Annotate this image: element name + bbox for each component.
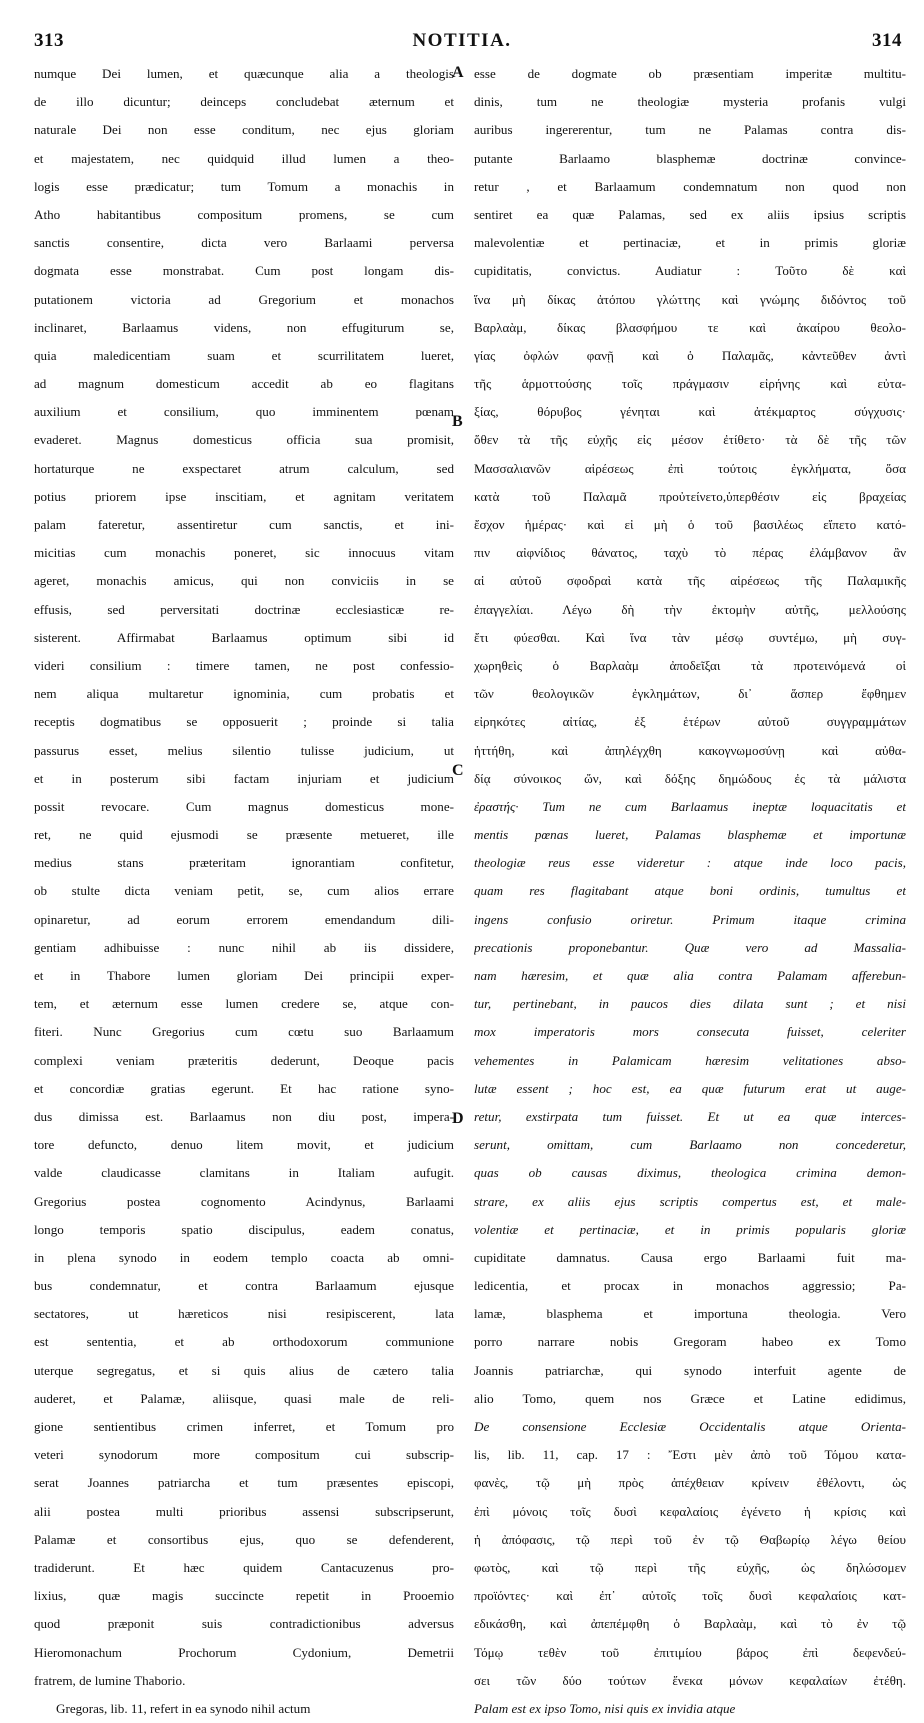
text-line: fiteri. Nunc Gregorius cum cœtu suo Barlaamum bbox=[34, 1024, 454, 1040]
text-line: videri consilium : timere tamen, ne post confessio- bbox=[34, 657, 454, 673]
margin-letter-d: D bbox=[452, 1110, 464, 1127]
text-line: gione sentientibus crimen inferret, et Tomum pro bbox=[34, 1419, 454, 1434]
text-line: in plena synodo in eodem templo coacta ab omni- bbox=[34, 1249, 454, 1265]
text-line: sanctis consentire, dicta vero Barlaami perversa bbox=[34, 235, 454, 251]
text-line: tradiderunt. Et hæc quidem Cantacuzenus pro- bbox=[34, 1559, 454, 1575]
text-line: potius priorem ipse inscitiam, et agnitam veritatem bbox=[34, 488, 454, 504]
text-line: strare, ex aliis ejus scriptis compertus est, et male- bbox=[474, 1193, 906, 1209]
text-line: passurus esset, melius silentio tulisse judicium, ut bbox=[34, 742, 454, 758]
text-line: δίᾳ σύνοικος ὤν, καὶ δόξης δημώδους ἐς τὰ μάλιστα bbox=[474, 770, 906, 786]
text-line: Τόμῳ τεθὲν τοῦ ἐπιτιμίου βάρος ἐπὶ δεφενδεύ- bbox=[474, 1644, 906, 1660]
text-line: sentiret ea quæ Palamas, sed ex aliis ipsius scriptis bbox=[474, 206, 906, 222]
text-line: ἡ ἀπόφασις, τῷ περὶ τοῦ ἐν τῷ Θαβωρίῳ λέγω θείου bbox=[474, 1531, 906, 1547]
text-line: naturale Dei non esse conditum, nec ejus gloriam bbox=[34, 122, 454, 138]
text-line: precationis proponebantur. Quæ vero ad Massalia- bbox=[474, 939, 906, 955]
text-line: ledicentia, et procax in monachos aggressio; Pa- bbox=[474, 1278, 906, 1294]
text-line: mox imperatoris mors consecuta fuisset, celeriter bbox=[474, 1024, 906, 1040]
text-line: retur , et Barlaamum condemnatum non quod non bbox=[474, 178, 906, 194]
text-line: fratrem, de lumine Thaborio. bbox=[34, 1672, 186, 1688]
text-line: quod præponit suis contradictionibus adversus bbox=[34, 1616, 454, 1632]
text-line: inclinaret, Barlaamus videns, non effugiturum se, bbox=[34, 319, 454, 335]
text-line: quas ob causas diximus, theologica crimina demon- bbox=[474, 1165, 906, 1181]
text-line: auribus ingererentur, tum ne Palamas contra dis- bbox=[474, 122, 906, 138]
text-line: χωρηθεὶς ὁ Βαρλαὰμ ἀποδεῖξαι τὰ προτεινόμενά οἱ bbox=[474, 657, 906, 673]
text-line: medius stans præteritam ignorantiam confitetur, bbox=[34, 855, 454, 871]
text-line: serat Joannes patriarcha et tum præsentes episcopi, bbox=[34, 1475, 454, 1491]
text-line: auxilium et consilium, quo imminentem pœnam bbox=[34, 404, 454, 420]
text-line: porro narrare nobis Gregoram habeo ex Tomo bbox=[474, 1334, 906, 1350]
text-line: est sententia, et ab orthodoxorum communione bbox=[34, 1334, 454, 1350]
text-line: ἐραστής· Tum ne cum Barlaamus ineptæ loquacitatis et bbox=[474, 798, 906, 814]
text-line: et in Thabore lumen gloriam Dei principii exper- bbox=[34, 968, 454, 983]
text-line: Atho habitantibus compositum promens, se cum bbox=[34, 206, 454, 222]
text-line: tore defuncto, denuo litem movit, et judicium bbox=[34, 1137, 454, 1153]
margin-letter-b: B bbox=[452, 413, 463, 430]
text-line: tur, pertinebant, in paucos dies dilata sunt ; et nisi bbox=[474, 996, 906, 1012]
text-line: nem aliqua multaretur ignominia, cum probatis et bbox=[34, 686, 454, 702]
text-line: veteri synodorum more compositum cui subscrip- bbox=[34, 1447, 454, 1463]
text-line: et concordiæ gratias egerunt. Et hac ratione syno- bbox=[34, 1080, 454, 1096]
text-line: Gregoras, lib. 11, refert in ea synodo nihil actum bbox=[56, 1700, 311, 1716]
text-line: vehementes in Palamicam hæresim velitationes abso- bbox=[474, 1052, 906, 1068]
text-line: numque Dei lumen, et quæcunque alia a theologis bbox=[34, 66, 454, 81]
text-line: Palamæ et consortibus ejus, quo se defenderent, bbox=[34, 1531, 454, 1547]
text-line: ἵνα μὴ δίκας ἀτόπου γλώττης καὶ γνώμης διδόντος τοῦ bbox=[474, 291, 906, 307]
text-line: lixius, quæ magis succincte repetit in Prooemio bbox=[34, 1588, 454, 1604]
text-line: ad magnum domesticum accedit ab eo flagitans bbox=[34, 376, 454, 392]
text-line: bus condemnatur, et contra Barlaamum ejusque bbox=[34, 1278, 454, 1294]
text-line: τῶν θεολογικῶν ἐγκλημάτων, δι᾽ ἅσπερ ἔφθημεν bbox=[474, 686, 906, 702]
text-line: opinaretur, ad eorum errorem emendandum dili- bbox=[34, 911, 454, 927]
text-line: effusis, sed perversitati doctrinæ ecclesiasticæ re- bbox=[34, 601, 454, 617]
text-line: valde claudicasse clamitans in Italiam aufugit. bbox=[34, 1165, 454, 1181]
text-line: de illo dicuntur; deinceps concludebat æternum et bbox=[34, 94, 454, 110]
text-line: palam fateretur, assentiretur cum sanctis, et ini- bbox=[34, 517, 454, 532]
text-line: malevolentiæ et pertinaciæ, et in primis gloriæ bbox=[474, 235, 906, 251]
text-line: κατὰ τοῦ Παλαμᾶ προὐτείνετο,ὑπερθέσιν εἰς βραχείας bbox=[474, 488, 906, 504]
text-line: theologiæ reus esse videretur : atque inde loco pacis, bbox=[474, 855, 906, 871]
text-line: evaderet. Magnus domesticus officia sua promisit, bbox=[34, 432, 454, 448]
text-line: ageret, monachis amicus, qui non conviciis in se bbox=[34, 573, 454, 589]
text-line: ἔτι φύεσθαι. Καὶ ἵνα τὰν μέσῳ συντέμω, μὴ συγ- bbox=[474, 629, 906, 645]
text-line: εἰρηκότες αἰτίας, ἐξ ἑτέρων αὐτοῦ συγγραμμάτων bbox=[474, 714, 906, 730]
text-line: dinis, tum ne theologiæ mysteria profanis vulgi bbox=[474, 94, 906, 110]
text-line: volentiæ et pertinaciæ, et in primis popularis gloriæ bbox=[474, 1221, 906, 1237]
text-line: αἱ αὐτοῦ σφοδραὶ κατὰ τῆς αἱρέσεως τῆς Παλαμικῆς bbox=[474, 573, 906, 589]
text-line: alii postea multi prioribus assensi subscripserunt, bbox=[34, 1503, 454, 1519]
text-line: ingens confusio oriretur. Primum itaque crimina bbox=[474, 911, 906, 927]
text-line: complexi veniam præteritis dederunt, Deoque pacis bbox=[34, 1052, 454, 1068]
text-line: ἔσχον ἡμέρας· καὶ εἰ μὴ ὁ τοῦ βασιλέως εἴπετο κατό- bbox=[474, 517, 906, 532]
text-line: lutæ essent ; hoc est, ea quæ futurum erat ut auge- bbox=[474, 1080, 906, 1096]
text-line: micitias cum monachis poneret, sic innocuus vitam bbox=[34, 545, 454, 561]
text-line: ἐπαγγελίαι. Λέγω δὴ τὴν ἐκτομὴν αὐτῆς, μελλούσης bbox=[474, 601, 906, 617]
margin-letter-c: C bbox=[452, 762, 464, 779]
text-line: ἐπὶ μόνοις τοῖς δυσὶ κεφαλαίοις ἐγένετο ἡ κρίσις καὶ bbox=[474, 1503, 906, 1519]
text-line: et majestatem, nec quidquid illud lumen a theo- bbox=[34, 150, 454, 166]
text-line: ἡττήθη, καὶ ἀπηλέγχθη κακογνωμοσύνῃ καὶ αὐθα- bbox=[474, 742, 906, 758]
text-line: hortaturque ne exspectaret atrum calculum, sed bbox=[34, 460, 454, 476]
text-line: tem, et æternum esse lumen credere se, atque con- bbox=[34, 996, 454, 1012]
text-line: φωτὸς, καὶ τῷ περὶ τῆς εὐχῆς, ὡς δηλώσομεν bbox=[474, 1559, 906, 1575]
text-line: lamæ, blasphema et importuna theologia. Vero bbox=[474, 1306, 906, 1322]
text-line: Joannis patriarchæ, qui synodo interfuit agente de bbox=[474, 1362, 906, 1378]
text-line: cupiditatis, convictus. Audiatur : Τοῦτο δὲ καὶ bbox=[474, 263, 906, 279]
text-line: quam res flagitabant atque boni ordinis, tumultus et bbox=[474, 883, 906, 899]
text-line: lis, lib. 11, cap. 17 : Ἔστι μὲν ἀπὸ τοῦ Τόμου κατα- bbox=[474, 1447, 906, 1463]
text-line: alio Tomo, quem nos Græce et Latine edidimus, bbox=[474, 1390, 906, 1406]
text-line: mentis pœnas lueret, Palamas blasphemæ et importunæ bbox=[474, 827, 906, 843]
text-line: et in posterum sibi factam injuriam et judicium bbox=[34, 770, 454, 786]
text-line: possit revocare. Cum magnus domesticus mone- bbox=[34, 798, 454, 814]
text-line: uterque segregatus, et si quis alius de cætero talia bbox=[34, 1362, 454, 1378]
text-line: ξίας, θόρυβος γένηται καὶ ἀτέκμαρτος σύγχυσις· bbox=[474, 404, 906, 420]
text-line: φανὲς, τῷ μὴ πρὸς ἀπέχθειαν κρίνειν ἐθέλοντι, ὡς bbox=[474, 1475, 906, 1491]
text-line: logis esse prædicatur; tum Tomum a monachis in bbox=[34, 178, 454, 194]
text-line: πιν αἰφνίδιος θάνατος, ταχὺ τὸ πέρας ἐλάμβανον ἂν bbox=[474, 545, 906, 561]
page-number-right: 314 bbox=[872, 30, 902, 51]
text-line: τῆς ἁρμοττούσης τοῖς πράγμασιν εἰρήνης καὶ εὐτα- bbox=[474, 376, 906, 392]
margin-letter-a: A bbox=[452, 64, 464, 81]
text-line: Palam est ex ipso Tomo, nisi quis ex invidia atque bbox=[474, 1700, 736, 1716]
text-line: auderet, et Palamæ, aliisque, quasi male de reli- bbox=[34, 1390, 454, 1406]
text-line: sisterent. Affirmabat Barlaamus optimum sibi id bbox=[34, 629, 454, 645]
text-line: Gregorius postea cognomento Acindynus, Barlaami bbox=[34, 1193, 454, 1209]
running-title: NOTITIA. bbox=[412, 30, 512, 51]
text-line: putante Barlaamo blasphemæ doctrinæ convince- bbox=[474, 150, 906, 166]
text-line: serunt, omittam, cum Barlaamo non concederetur, bbox=[474, 1137, 906, 1153]
text-line: gentiam adhibuisse : nunc nihil ab iis dissidere, bbox=[34, 939, 454, 955]
text-line: Βαρλαὰμ, δίκας βλασφήμου τε καὶ ἀκαίρου θεολο- bbox=[474, 319, 906, 335]
text-line: sectatores, ut hæreticos nisi resipiscerent, lata bbox=[34, 1306, 454, 1322]
text-line: esse de dogmate ob præsentiam imperitæ multitu- bbox=[474, 66, 906, 81]
text-line: longo temporis spatio discipulus, eadem conatus, bbox=[34, 1221, 454, 1237]
text-line: retur, exstirpata tum fuisset. Et ut ea quæ interces- bbox=[474, 1108, 906, 1124]
text-line: εδικάσθη, καὶ ἀπεπέμφθη ὁ Βαρλαὰμ, καὶ τὸ ἐν τῷ bbox=[474, 1616, 906, 1632]
left-column bbox=[34, 60, 454, 1723]
text-line: receptis dogmatibus se opposuerit ; proinde si talia bbox=[34, 714, 454, 730]
text-line: σει τῶν δύο τούτων ἕνεκα μόνων κεφαλαίων ἐτέθη. bbox=[474, 1672, 906, 1688]
page-number-left: 313 bbox=[34, 30, 64, 51]
text-line: De consensione Ecclesiæ Occidentalis atque Orienta- bbox=[474, 1419, 906, 1434]
text-line: ret, ne quid ejusmodi se præsente metueret, ille bbox=[34, 827, 454, 843]
text-line: Μασσαλιανῶν αἱρέσεως ἐπὶ τούτοις ἐγκλήματα, ὅσα bbox=[474, 460, 906, 476]
text-line: putationem victoria ad Gregorium et monachos bbox=[34, 291, 454, 307]
text-line: dus dimissa est. Barlaamus non diu post, impera- bbox=[34, 1108, 454, 1124]
right-column bbox=[474, 60, 906, 1723]
text-line: προϊόντες· καὶ ἐπ᾽ αὐτοῖς τοῖς δυσὶ κεφαλαίοις κατ- bbox=[474, 1588, 906, 1604]
text-line: Hieromonachum Prochorum Cydonium, Demetrii bbox=[34, 1644, 454, 1660]
text-line: quia maledicentiam suam et scurrilitatem lueret, bbox=[34, 347, 454, 363]
text-line: ob stulte dicta veniam petit, se, cum alios errare bbox=[34, 883, 454, 899]
text-line: γίας ὀφλών φανῇ καὶ ὁ Παλαμᾶς, κἀντεῦθεν ἀντὶ bbox=[474, 347, 906, 363]
text-line: ὅθεν τὰ τῆς εὐχῆς εἰς μέσον ἐτίθετο· τὰ δὲ τῆς τῶν bbox=[474, 432, 906, 448]
text-line: dogmata esse monstrabat. Cum post longam dis- bbox=[34, 263, 454, 279]
text-line: cupiditate damnatus. Causa ergo Barlaami fuit ma- bbox=[474, 1249, 906, 1265]
text-line: nam hæresim, et quæ alia contra Palamam afferebun- bbox=[474, 968, 906, 983]
